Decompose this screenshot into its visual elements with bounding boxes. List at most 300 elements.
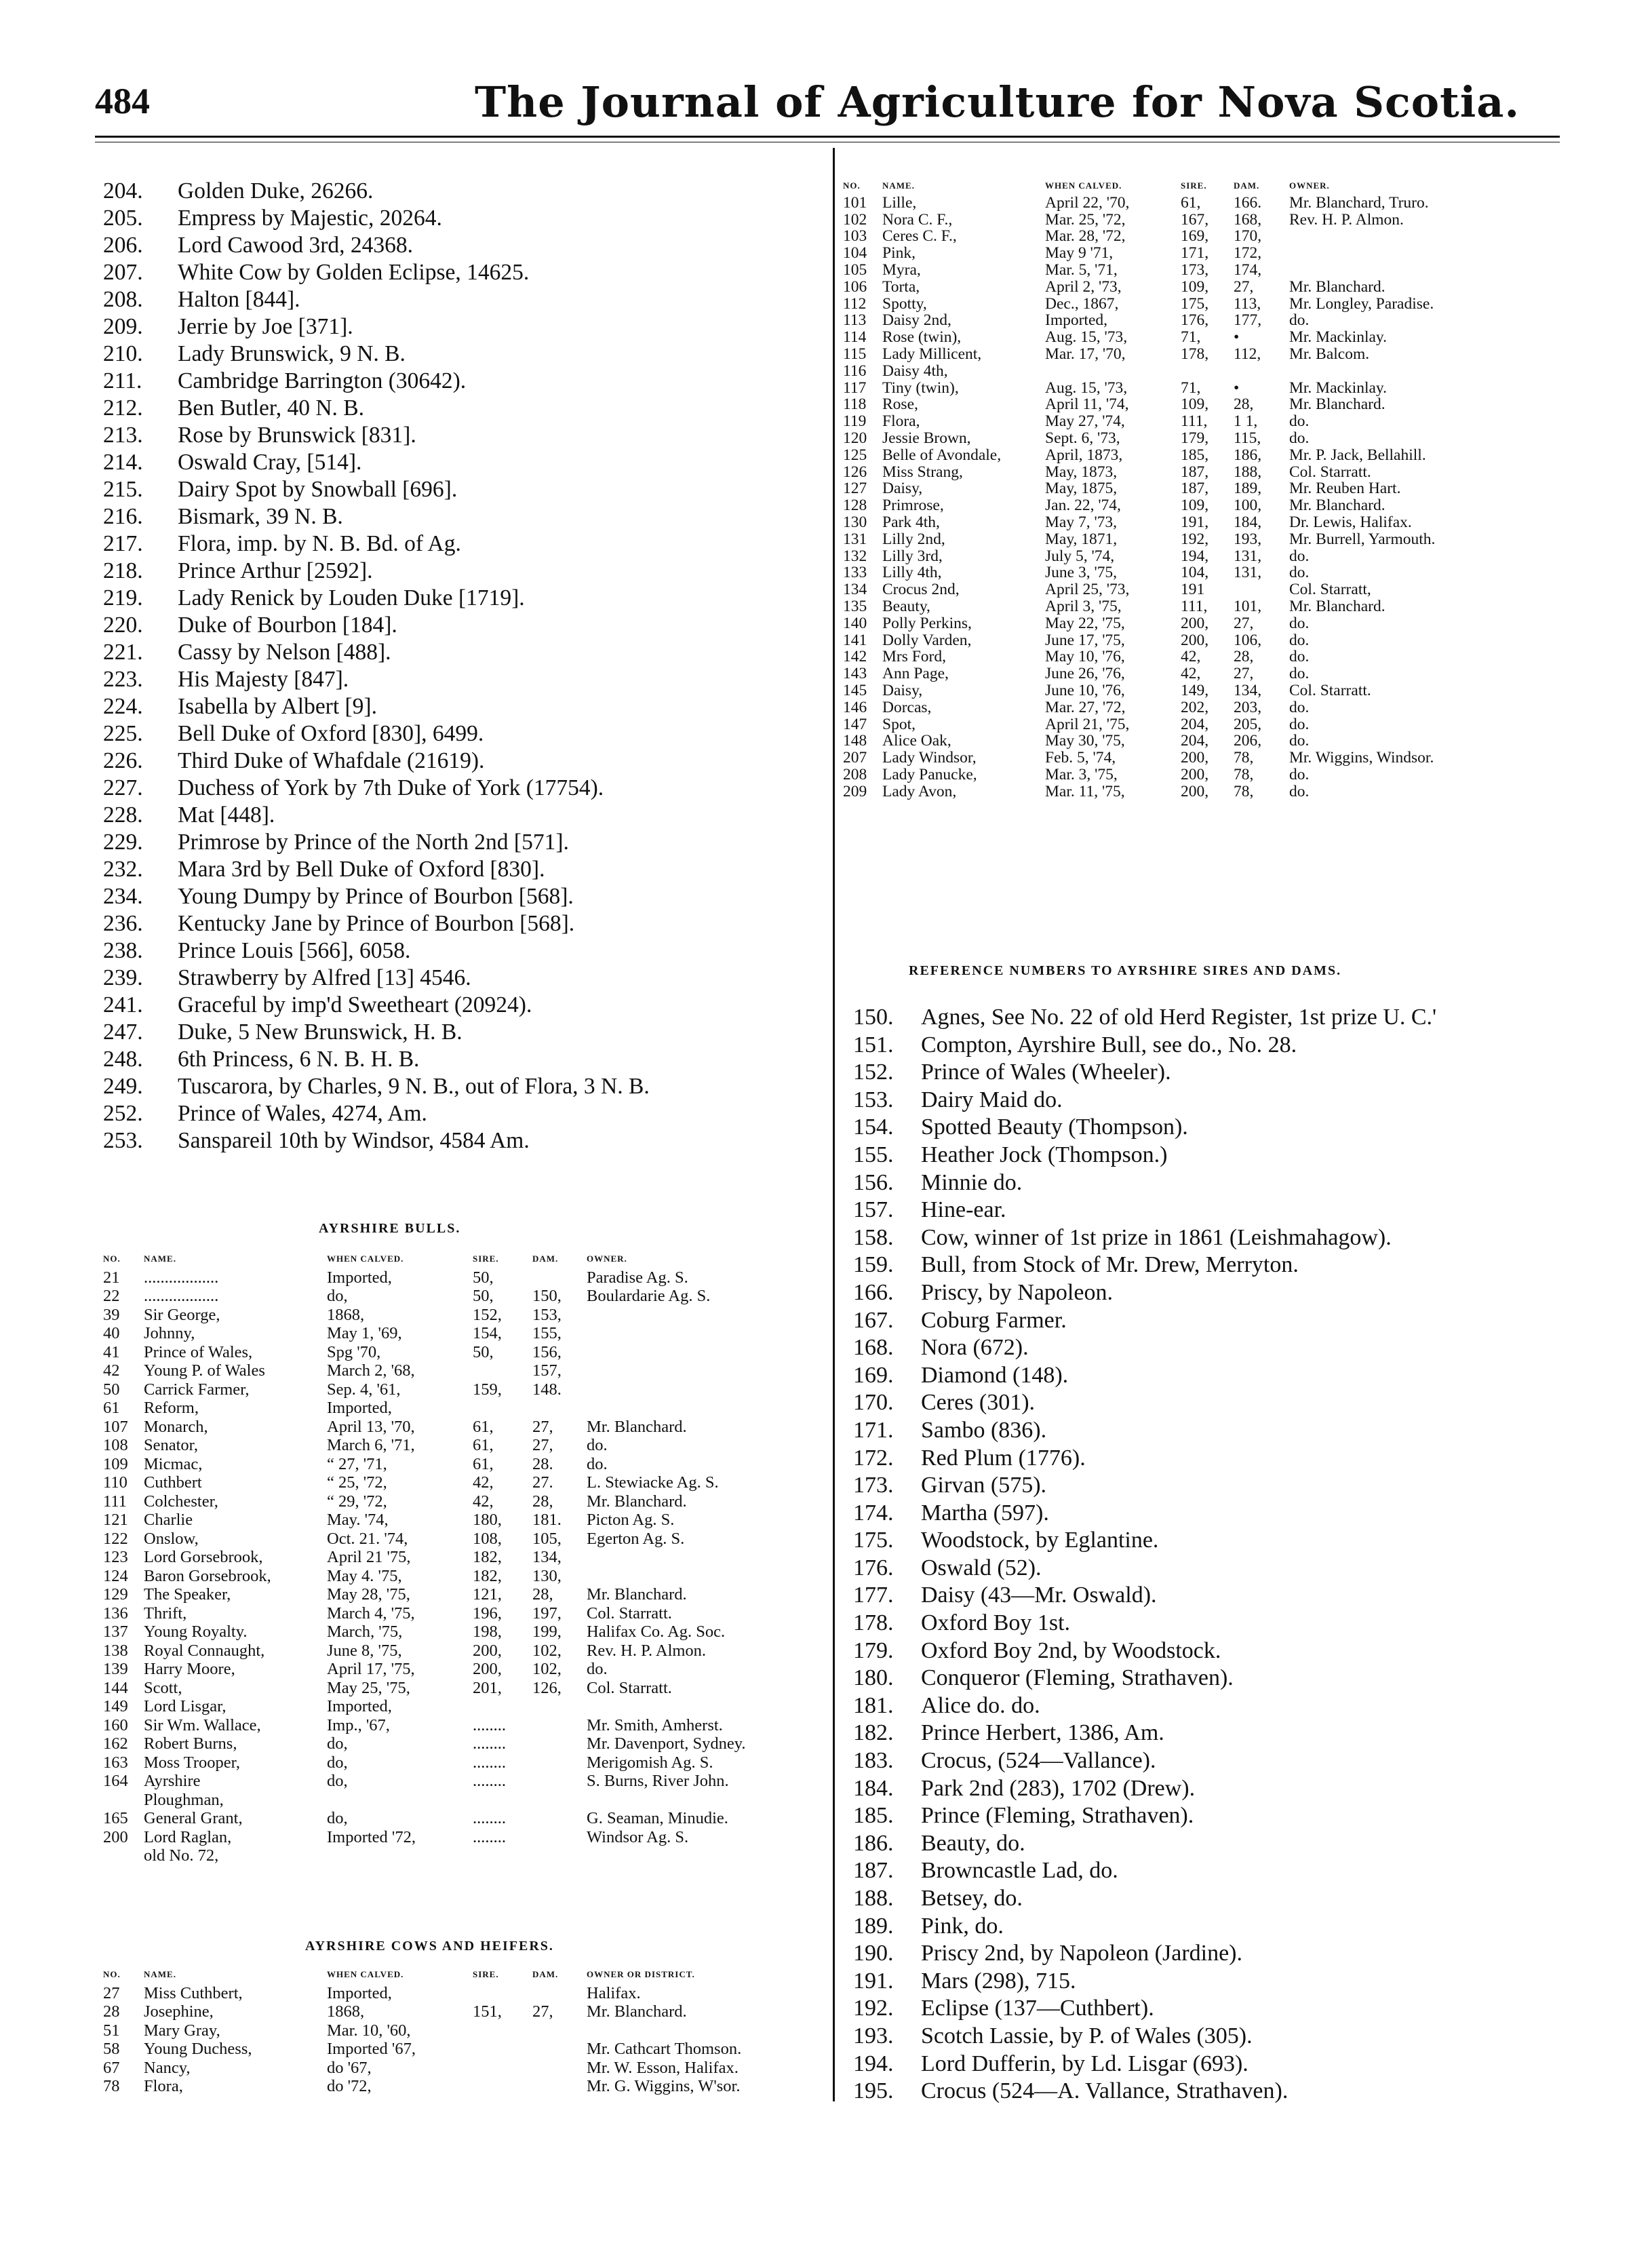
sire-cell: 71, bbox=[1181, 378, 1201, 397]
table-row bbox=[103, 1268, 810, 1287]
shorthorn-entry bbox=[103, 666, 650, 693]
owner-cell: do. bbox=[1289, 698, 1310, 716]
entry-text: Martha (597). bbox=[921, 1500, 1049, 1526]
dam-cell: 27, bbox=[1234, 277, 1254, 296]
table-row bbox=[843, 464, 1560, 481]
entry-number: 166. bbox=[853, 1279, 894, 1305]
entry-text: Dairy Spot by Snowball [696]. bbox=[178, 477, 458, 502]
no-cell: 51 bbox=[103, 2021, 120, 2040]
name-cell: old No. 72, bbox=[144, 1846, 219, 1865]
reference-entry bbox=[853, 1747, 1436, 1775]
entry-number: 212. bbox=[103, 395, 143, 421]
name-cell: Charlie bbox=[144, 1511, 193, 1529]
table-row bbox=[103, 2021, 810, 2040]
entry-text: Mara 3rd by Bell Duke of Oxford [830]. bbox=[178, 857, 545, 882]
owner-cell: do. bbox=[1289, 429, 1310, 447]
owner-cell bbox=[587, 2021, 810, 2040]
entry-text: White Cow by Golden Eclipse, 14625. bbox=[178, 260, 530, 285]
entry-number: 185. bbox=[853, 1803, 894, 1829]
name-cell: Myra, bbox=[882, 260, 921, 279]
table-row bbox=[843, 497, 1560, 514]
shorthorn-entry bbox=[103, 992, 650, 1019]
shorthorn-entry bbox=[103, 530, 650, 558]
table-row bbox=[843, 615, 1560, 632]
table-row bbox=[103, 1380, 810, 1399]
calved-cell: May 25, '75, bbox=[327, 1678, 410, 1697]
reference-entry bbox=[853, 1087, 1436, 1114]
shorthorn-entry bbox=[103, 449, 650, 476]
calved-cell: Imported, bbox=[327, 1399, 392, 1417]
reference-entry bbox=[853, 1665, 1436, 1692]
calved-cell: May 27, '74, bbox=[1045, 412, 1125, 431]
owner-cell: Mr. P. Jack, Bellahill. bbox=[1289, 446, 1426, 464]
calved-cell: Jan. 22, '74, bbox=[1045, 497, 1121, 515]
owner-cell: do. bbox=[1289, 765, 1310, 783]
no-cell: 136 bbox=[103, 1604, 128, 1623]
entry-text: Golden Duke, 26266. bbox=[178, 178, 374, 203]
sire-cell: 198, bbox=[473, 1623, 502, 1641]
entry-number: 176. bbox=[853, 1555, 894, 1580]
table-row bbox=[103, 1772, 810, 1791]
entry-number: 213. bbox=[103, 423, 143, 448]
dam-cell: 102, bbox=[532, 1641, 562, 1660]
calved-cell bbox=[1045, 363, 1181, 380]
shorthorn-entry bbox=[103, 476, 650, 503]
owner-cell bbox=[587, 1567, 810, 1586]
sire-cell: ........ bbox=[473, 1809, 506, 1827]
no-cell: 124 bbox=[103, 1566, 128, 1585]
no-cell: 22 bbox=[103, 1287, 120, 1305]
shorthorn-entry bbox=[103, 1073, 650, 1100]
dam-cell: 27, bbox=[1234, 614, 1254, 632]
owner-cell bbox=[587, 1380, 810, 1399]
no-cell: 120 bbox=[843, 429, 867, 447]
owner-cell bbox=[587, 1306, 810, 1325]
entry-number: 167. bbox=[853, 1307, 894, 1333]
table-row bbox=[843, 750, 1560, 766]
name-cell: Daisy, bbox=[882, 681, 923, 699]
owner-cell: Mr. Blanchard. bbox=[1289, 597, 1385, 615]
sire-cell: 178, bbox=[1181, 345, 1209, 363]
table-row bbox=[843, 245, 1560, 262]
shorthorn-entry bbox=[103, 286, 650, 313]
ayrshire-cows-continued-table bbox=[843, 178, 1560, 800]
owner-cell: do. bbox=[1289, 412, 1310, 431]
entry-text: Prince of Wales (Wheeler). bbox=[921, 1060, 1171, 1085]
entry-text: Prince Arthur [2592]. bbox=[178, 558, 373, 583]
sire-cell: 152, bbox=[473, 1305, 502, 1324]
name-cell: Flora, bbox=[882, 412, 920, 431]
calved-cell: Mar. 17, '70, bbox=[1045, 345, 1126, 363]
no-cell: 200 bbox=[103, 1827, 128, 1846]
dam-cell: 155, bbox=[532, 1324, 562, 1342]
table-row bbox=[103, 1660, 810, 1679]
calved-cell: Aug. 15, '73, bbox=[1045, 328, 1128, 347]
name-cell: Monarch, bbox=[144, 1417, 208, 1436]
sire-cell: 204, bbox=[1181, 715, 1209, 733]
column-header: SIRE. bbox=[1181, 180, 1207, 191]
sire-cell: 50, bbox=[473, 1342, 494, 1361]
table-row bbox=[843, 413, 1560, 430]
name-cell: Johnny, bbox=[144, 1324, 195, 1342]
dam-cell: 27. bbox=[532, 1473, 553, 1492]
owner-cell: Col. Starratt. bbox=[1289, 463, 1371, 481]
entry-text: Empress by Majestic, 20264. bbox=[178, 206, 442, 231]
entry-text: Lord Cawood 3rd, 24368. bbox=[178, 233, 414, 258]
shorthorn-entry bbox=[103, 693, 650, 720]
calved-cell: April 25, '73, bbox=[1045, 581, 1130, 599]
calved-cell: May 1, '69, bbox=[327, 1324, 402, 1342]
ayrshire-cows-table bbox=[103, 1965, 810, 2096]
entry-number: 204. bbox=[103, 178, 143, 203]
owner-cell bbox=[587, 1548, 810, 1567]
no-cell: 27 bbox=[103, 1983, 120, 2002]
reference-entry bbox=[853, 1775, 1436, 1803]
sire-cell bbox=[473, 1697, 532, 1716]
name-cell: Ceres C. F., bbox=[882, 227, 957, 246]
dam-cell bbox=[532, 1846, 587, 1865]
reference-entry bbox=[853, 1114, 1436, 1142]
entry-number: 223. bbox=[103, 667, 143, 692]
no-cell: 42 bbox=[103, 1361, 120, 1380]
name-cell: The Speaker, bbox=[144, 1585, 231, 1604]
entry-text: Woodstock, by Eglantine. bbox=[921, 1528, 1159, 1553]
dam-cell: 28. bbox=[532, 1454, 553, 1473]
column-header: WHEN CALVED. bbox=[327, 1254, 404, 1264]
dam-cell: 28, bbox=[532, 1585, 553, 1604]
dam-cell bbox=[532, 1984, 587, 2003]
shorthorn-entry bbox=[103, 368, 650, 395]
column-header: NO. bbox=[843, 180, 861, 191]
dam-cell: 206, bbox=[1234, 732, 1262, 750]
sire-cell bbox=[473, 1399, 532, 1418]
dam-cell: 1 1, bbox=[1234, 412, 1258, 431]
entry-text: Cow, winner of 1st prize in 1861 (Leishmahagow). bbox=[921, 1224, 1392, 1250]
owner-cell: Col. Starratt, bbox=[1289, 581, 1371, 599]
calved-cell: June 17, '75, bbox=[1045, 631, 1125, 649]
name-cell: Dolly Varden, bbox=[882, 631, 972, 649]
dam-cell bbox=[532, 2077, 587, 2096]
name-cell: Young P. of Wales bbox=[144, 1361, 265, 1380]
name-cell: Jessie Brown, bbox=[882, 429, 971, 447]
calved-cell: June 10, '76, bbox=[1045, 681, 1125, 699]
name-cell: Beauty, bbox=[882, 597, 930, 615]
header-rule bbox=[95, 136, 1560, 138]
entry-number: 226. bbox=[103, 748, 143, 773]
shorthorn-entry bbox=[103, 965, 650, 992]
entry-number: 221. bbox=[103, 640, 143, 665]
table-row bbox=[103, 1809, 810, 1828]
no-cell: 207 bbox=[843, 749, 867, 767]
name-cell: Harry Moore, bbox=[144, 1660, 235, 1678]
owner-cell: Picton Ag. S. bbox=[587, 1511, 675, 1529]
no-cell: 118 bbox=[843, 395, 867, 414]
no-cell: 144 bbox=[103, 1678, 128, 1697]
name-cell: Alice Oak, bbox=[882, 732, 951, 750]
ayrshire-cows-title: AYRSHIRE COWS AND HEIFERS. bbox=[305, 1939, 554, 1954]
reference-entry bbox=[853, 1802, 1436, 1830]
name-cell: Lady Avon, bbox=[882, 782, 957, 800]
owner-cell: Col. Starratt. bbox=[587, 1604, 672, 1623]
entry-text: Duchess of York by 7th Duke of York (17754). bbox=[178, 775, 604, 800]
table-row bbox=[843, 262, 1560, 279]
entry-text: Pink, do. bbox=[921, 1913, 1004, 1939]
no-cell: 107 bbox=[103, 1417, 128, 1436]
entry-text: Alice do. do. bbox=[921, 1692, 1040, 1718]
table-row bbox=[103, 1343, 810, 1362]
calved-cell: May 4. '75, bbox=[327, 1566, 402, 1585]
table-row bbox=[103, 1604, 810, 1623]
sire-cell bbox=[473, 1791, 532, 1810]
table-row bbox=[103, 1753, 810, 1772]
no-cell: 102 bbox=[843, 210, 867, 229]
reference-entry bbox=[853, 1637, 1436, 1665]
entry-text: Hine-ear. bbox=[921, 1197, 1006, 1223]
sire-cell: 108, bbox=[473, 1529, 502, 1548]
table-row bbox=[843, 598, 1560, 615]
entry-number: 236. bbox=[103, 911, 143, 936]
column-header: NAME. bbox=[882, 180, 915, 191]
table-row bbox=[103, 1791, 810, 1810]
owner-cell: Mr. Mackinlay. bbox=[1289, 378, 1388, 397]
entry-text: Bell Duke of Oxford [830], 6499. bbox=[178, 721, 484, 746]
dam-cell: 168, bbox=[1234, 210, 1262, 229]
no-cell: 105 bbox=[843, 260, 867, 279]
dam-cell: 106, bbox=[1234, 631, 1262, 649]
owner-cell: do. bbox=[1289, 782, 1310, 800]
dam-cell: 115, bbox=[1234, 429, 1261, 447]
table-row bbox=[843, 279, 1560, 296]
sire-cell: 169, bbox=[1181, 227, 1209, 246]
dam-cell: • bbox=[1234, 328, 1240, 347]
reference-entry bbox=[853, 1032, 1436, 1060]
table-row bbox=[843, 329, 1560, 346]
calved-cell bbox=[327, 1846, 473, 1865]
name-cell: Ayrshire bbox=[144, 1772, 201, 1790]
entry-number: 178. bbox=[853, 1610, 894, 1636]
shorthorn-entry bbox=[103, 178, 650, 205]
sire-cell: 200, bbox=[473, 1660, 502, 1678]
table-row bbox=[103, 1399, 810, 1418]
name-cell: Flora, bbox=[144, 2077, 183, 2095]
calved-cell: March 2, '68, bbox=[327, 1361, 415, 1380]
table-row bbox=[103, 1473, 810, 1492]
name-cell: Miss Strang, bbox=[882, 463, 963, 481]
no-cell: 114 bbox=[843, 328, 867, 347]
no-cell: 127 bbox=[843, 480, 867, 498]
name-cell: Robert Burns, bbox=[144, 1734, 237, 1753]
calved-cell: Imported, bbox=[327, 1697, 392, 1715]
dam-cell: 203, bbox=[1234, 698, 1262, 716]
entry-text: Tuscarora, by Charles, 9 N. B., out of Flora, 3 N. B. bbox=[178, 1074, 650, 1099]
sire-cell: 200, bbox=[1181, 765, 1209, 783]
entry-text: Isabella by Albert [9]. bbox=[178, 694, 377, 719]
owner-cell: Egerton Ag. S. bbox=[587, 1529, 685, 1548]
owner-cell: Mr. Cathcart Thomson. bbox=[587, 2040, 742, 2058]
sire-cell: 192, bbox=[1181, 530, 1209, 548]
no-cell: 112 bbox=[843, 294, 867, 313]
calved-cell: Mar. 3, '75, bbox=[1045, 765, 1118, 783]
owner-cell: Mr. Longley, Paradise. bbox=[1289, 294, 1434, 313]
owner-cell: S. Burns, River John. bbox=[587, 1772, 729, 1790]
owner-cell: Mr. Blanchard. bbox=[587, 2002, 687, 2021]
calved-cell: 1868, bbox=[327, 2002, 365, 2021]
entry-text: Crocus (524—A. Vallance, Strathaven). bbox=[921, 2078, 1289, 2104]
sire-cell: 200, bbox=[1181, 631, 1209, 649]
calved-cell: March 6, '71, bbox=[327, 1436, 415, 1454]
no-cell bbox=[103, 1846, 144, 1865]
entry-number: 190. bbox=[853, 1941, 894, 1966]
no-cell: 137 bbox=[103, 1623, 128, 1641]
no-cell: 67 bbox=[103, 2058, 120, 2077]
table-row bbox=[103, 2002, 810, 2021]
name-cell: Onslow, bbox=[144, 1529, 199, 1548]
owner-cell bbox=[1289, 262, 1560, 279]
table-row bbox=[103, 1697, 810, 1716]
sire-cell: 185, bbox=[1181, 446, 1209, 464]
sire-cell: 202, bbox=[1181, 698, 1209, 716]
table-row bbox=[103, 2077, 810, 2096]
calved-cell: Mar. 5, '71, bbox=[1045, 260, 1118, 279]
column-header: NAME. bbox=[144, 1254, 176, 1264]
owner-cell: Mr. Blanchard. bbox=[587, 1492, 687, 1511]
entry-text: Ceres (301). bbox=[921, 1390, 1036, 1416]
dam-cell: 157, bbox=[532, 1361, 562, 1380]
entry-text: Rose by Brunswick [831]. bbox=[178, 423, 416, 448]
dam-cell bbox=[532, 1716, 587, 1735]
entry-number: 224. bbox=[103, 694, 143, 719]
owner-cell: Mr. G. Wiggins, W'sor. bbox=[587, 2077, 741, 2095]
sire-cell: 196, bbox=[473, 1604, 502, 1623]
calved-cell: Feb. 5, '74, bbox=[1045, 749, 1116, 767]
shorthorn-entry bbox=[103, 720, 650, 748]
sire-cell: 151, bbox=[473, 2002, 502, 2021]
entry-number: 252. bbox=[103, 1101, 143, 1126]
entry-number: 174. bbox=[853, 1500, 894, 1526]
entry-text: Cassy by Nelson [488]. bbox=[178, 640, 391, 665]
column-header: DAM. bbox=[532, 1254, 559, 1264]
dam-cell: 205, bbox=[1234, 715, 1262, 733]
no-cell: 160 bbox=[103, 1715, 128, 1734]
owner-cell bbox=[1289, 245, 1560, 262]
sire-cell: 176, bbox=[1181, 311, 1209, 330]
no-cell: 106 bbox=[843, 277, 867, 296]
sire-cell: 42, bbox=[1181, 665, 1201, 683]
calved-cell: May 28, '75, bbox=[327, 1585, 410, 1604]
no-cell: 21 bbox=[103, 1268, 120, 1287]
name-cell: Mary Gray, bbox=[144, 2021, 220, 2040]
entry-text: Oswald Cray, [514]. bbox=[178, 450, 362, 475]
dam-cell: 188, bbox=[1234, 463, 1262, 481]
entry-text: Ben Butler, 40 N. B. bbox=[178, 395, 365, 421]
calved-cell: April 2, '73, bbox=[1045, 277, 1122, 296]
owner-cell: Mr. Blanchard. bbox=[1289, 395, 1385, 414]
calved-cell: May, 1871, bbox=[1045, 530, 1118, 548]
entry-text: Duke, 5 New Brunswick, H. B. bbox=[178, 1020, 463, 1045]
owner-cell: Halifax Co. Ag. Soc. bbox=[587, 1623, 726, 1641]
name-cell: Crocus 2nd, bbox=[882, 581, 960, 599]
shorthorn-entry bbox=[103, 639, 650, 666]
no-cell: 58 bbox=[103, 2040, 120, 2058]
no-cell: 139 bbox=[103, 1660, 128, 1678]
entry-text: Red Plum (1776). bbox=[921, 1445, 1086, 1471]
entry-text: 6th Princess, 6 N. B. H. B. bbox=[178, 1047, 420, 1072]
name-cell: Belle of Avondale, bbox=[882, 446, 1002, 464]
no-cell: 109 bbox=[103, 1454, 128, 1473]
calved-cell: Sept. 6, '73, bbox=[1045, 429, 1120, 447]
sire-cell: 154, bbox=[473, 1324, 502, 1342]
calved-cell: “ 27, '71, bbox=[327, 1454, 387, 1473]
entry-text: Agnes, See No. 22 of old Herd Register, 1st prize U. C.' bbox=[921, 1005, 1437, 1030]
calved-cell: Mar. 10, '60, bbox=[327, 2021, 411, 2040]
calved-cell: May 9 '71, bbox=[1045, 244, 1114, 263]
no-cell: 143 bbox=[843, 665, 867, 683]
entry-number: 180. bbox=[853, 1665, 894, 1691]
owner-cell: Mr. W. Esson, Halifax. bbox=[587, 2058, 739, 2077]
dam-cell: 28, bbox=[532, 1492, 553, 1511]
entry-text: Conqueror (Fleming, Strathaven). bbox=[921, 1665, 1234, 1691]
owner-cell: Mr. Reuben Hart. bbox=[1289, 480, 1401, 498]
sire-cell: 61, bbox=[473, 1454, 494, 1473]
reference-entry bbox=[853, 1913, 1436, 1941]
entry-text: Scotch Lassie, by P. of Wales (305). bbox=[921, 2023, 1253, 2049]
shorthorn-entry bbox=[103, 883, 650, 910]
name-cell: Prince of Wales, bbox=[144, 1342, 253, 1361]
owner-cell: do. bbox=[1289, 732, 1310, 750]
entry-text: Heather Jock (Thompson.) bbox=[921, 1142, 1168, 1167]
calved-cell: 1868, bbox=[327, 1305, 365, 1324]
reference-entry bbox=[853, 1830, 1436, 1858]
owner-cell: Mr. Blanchard, Truro. bbox=[1289, 193, 1429, 212]
calved-cell: Mar. 25, '72, bbox=[1045, 210, 1126, 229]
page-number: 484 bbox=[95, 81, 150, 121]
entry-number: 191. bbox=[853, 1968, 894, 1994]
calved-cell: Oct. 21. '74, bbox=[327, 1529, 408, 1548]
shorthorn-entry bbox=[103, 856, 650, 883]
shorthorn-entry bbox=[103, 503, 650, 530]
entry-number: 210. bbox=[103, 341, 143, 366]
table-row bbox=[843, 783, 1560, 800]
entry-number: 206. bbox=[103, 233, 143, 258]
shorthorn-entry bbox=[103, 829, 650, 856]
no-cell: 209 bbox=[843, 782, 867, 800]
dam-cell: 78, bbox=[1234, 782, 1254, 800]
entry-text: Prince Herbert, 1386, Am. bbox=[921, 1720, 1164, 1746]
name-cell: Lilly 3rd, bbox=[882, 547, 943, 565]
calved-cell: “ 29, '72, bbox=[327, 1492, 387, 1511]
no-cell: 131 bbox=[843, 530, 867, 548]
table-row bbox=[843, 665, 1560, 682]
calved-cell: do, bbox=[327, 1734, 348, 1753]
reference-entry bbox=[853, 1692, 1436, 1720]
sire-cell: 204, bbox=[1181, 732, 1209, 750]
name-cell: Ploughman, bbox=[144, 1790, 224, 1809]
reference-entry bbox=[853, 1968, 1436, 1996]
sire-cell: 200, bbox=[473, 1641, 502, 1660]
name-cell: Lord Gorsebrook, bbox=[144, 1548, 263, 1566]
dam-cell bbox=[532, 1697, 587, 1716]
no-cell bbox=[103, 1791, 144, 1810]
sire-cell: 180, bbox=[473, 1511, 502, 1529]
entry-number: 194. bbox=[853, 2051, 894, 2076]
entry-number: 171. bbox=[853, 1417, 894, 1443]
dam-cell bbox=[532, 1399, 587, 1418]
owner-cell bbox=[1289, 363, 1560, 380]
column-divider bbox=[833, 148, 835, 2101]
table-row bbox=[103, 1548, 810, 1567]
owner-cell: do. bbox=[1289, 564, 1310, 582]
reference-entry bbox=[853, 1059, 1436, 1087]
